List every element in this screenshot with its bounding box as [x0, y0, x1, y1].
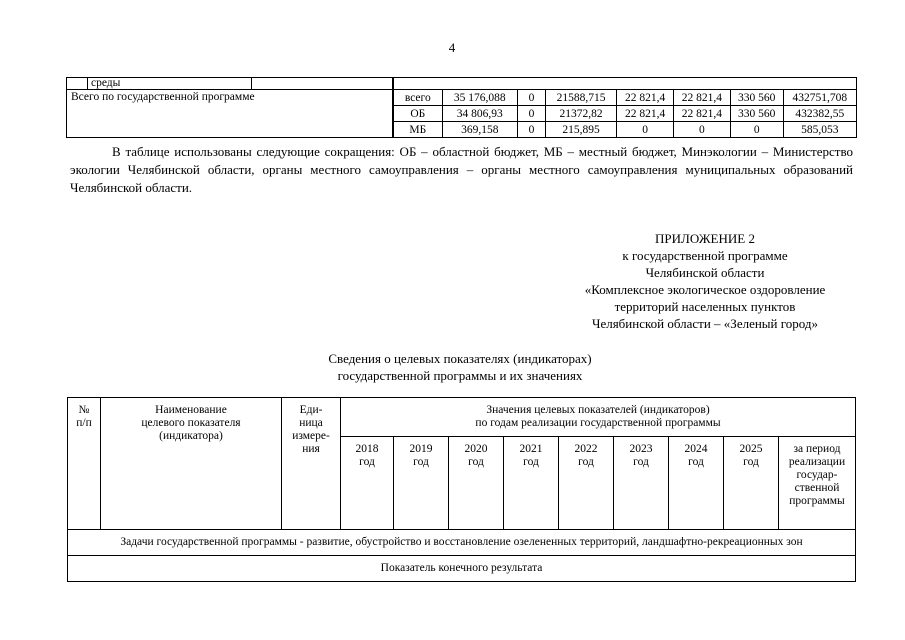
value-cell: 432382,55	[783, 106, 856, 122]
year-header: 2023 год	[614, 437, 669, 530]
value-cell: 0	[617, 122, 674, 138]
year-header: 2021 год	[504, 437, 559, 530]
value-cell: 369,158	[442, 122, 517, 138]
value-cell: 0	[518, 90, 546, 106]
value-cell: 0	[518, 106, 546, 122]
budget-row	[67, 90, 857, 106]
budget-table	[66, 77, 857, 138]
value-cell: 22 821,4	[617, 90, 674, 106]
value-cell: 22 821,4	[674, 90, 731, 106]
appendix-line: территорий населенных пунктов	[614, 299, 796, 314]
value-cell: 215,895	[545, 122, 616, 138]
value-cell: 35 176,088	[442, 90, 517, 106]
source-cell: ОБ	[394, 106, 443, 122]
year-header: 2018 год	[341, 437, 394, 530]
result-row: Показатель конечного результата	[68, 556, 856, 582]
source-cell: МБ	[394, 122, 443, 138]
year-header: 2025 год	[724, 437, 779, 530]
abbreviations-note: В таблице использованы следующие сокращения: ОБ – областной бюджет, МБ – местный бюджет, Минэкологии – Министерство экологии Челябинской области, органы местного самоуправления – органы местного самоуправления муниципальных образований Челябинской области.	[70, 144, 853, 195]
value-cell: 22 821,4	[674, 106, 731, 122]
appendix-heading	[555, 230, 855, 332]
value-cell: 34 806,93	[442, 106, 517, 122]
section-title-line: государственной программы и их значениях	[337, 368, 583, 383]
year-header: 2019 год	[394, 437, 449, 530]
value-cell: 432751,708	[783, 90, 856, 106]
appendix-line: Челябинской области – «Зеленый город»	[592, 316, 818, 331]
total-label: Всего по государственной программе	[67, 90, 393, 138]
task-row: Задачи государственной программы - развитие, обустройство и восстановление озелененных территорий, ландшафтно-рекреационных зон	[68, 530, 856, 556]
value-cell: 330 560	[730, 106, 783, 122]
appendix-line: к государственной программе	[622, 248, 788, 263]
value-cell: 330 560	[730, 90, 783, 106]
period-header: за период реализации государ- ственной программы	[779, 437, 856, 530]
value-cell: 585,053	[783, 122, 856, 138]
section-title-line: Сведения о целевых показателях (индикаторах)	[328, 351, 592, 366]
section-title	[250, 350, 670, 384]
value-cell: 0	[730, 122, 783, 138]
value-cell: 0	[674, 122, 731, 138]
value-cell: 0	[518, 122, 546, 138]
value-cell: 21588,715	[545, 90, 616, 106]
page-number: 4	[448, 40, 456, 55]
appendix-line: ПРИЛОЖЕНИЕ 2	[655, 231, 755, 246]
value-cell: 21372,82	[545, 106, 616, 122]
indicators-table	[67, 397, 856, 582]
value-cell: 22 821,4	[617, 106, 674, 122]
year-header: 2022 год	[559, 437, 614, 530]
source-cell: всего	[394, 90, 443, 106]
year-header: 2024 год	[669, 437, 724, 530]
appendix-line: «Комплексное экологическое оздоровление	[584, 282, 826, 297]
col-name-header: Наименование целевого показателя (индикатора)	[101, 398, 282, 530]
year-header: 2020 год	[449, 437, 504, 530]
values-header: Значения целевых показателей (индикаторов) по годам реализации государственной программы	[341, 398, 856, 437]
env-label: среды	[88, 78, 252, 90]
appendix-line: Челябинской области	[645, 265, 765, 280]
col-number-header: № п/п	[68, 398, 101, 530]
col-unit-header: Еди- ница измере- ния	[282, 398, 341, 530]
